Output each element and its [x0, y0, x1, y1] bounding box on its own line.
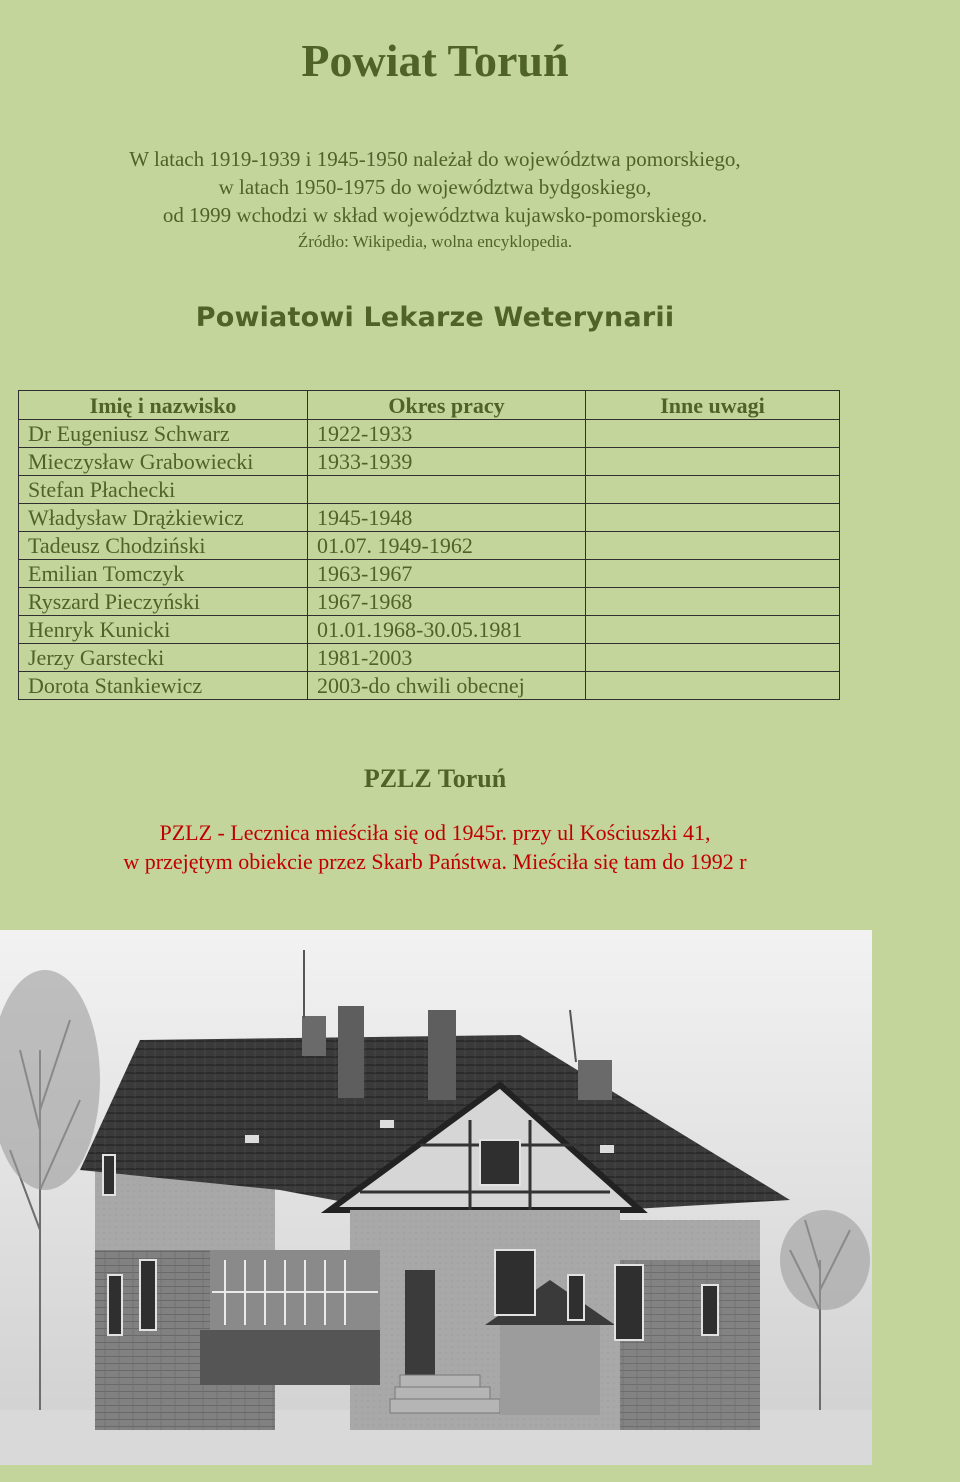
table-row: [19, 616, 840, 644]
cell-name: Tadeusz Chodziński: [19, 532, 308, 560]
cell-name: Stefan Płachecki: [19, 476, 308, 504]
table-row: [19, 588, 840, 616]
table-header-row: [19, 391, 840, 420]
cell-notes: [586, 420, 840, 448]
pzlz-line: w przejętym obiekcie przez Skarb Państwa. Mieściła się tam do 1992 r: [123, 849, 747, 874]
cell-period: 2003-do chwili obecnej: [308, 672, 586, 700]
cell-period: 01.07. 1949-1962: [308, 532, 586, 560]
table-row: [19, 420, 840, 448]
table-row: [19, 476, 840, 504]
cell-notes: [586, 616, 840, 644]
cell-notes: [586, 532, 840, 560]
intro-line: od 1999 wchodzi w skład województwa kujawsko-pomorskiego.: [162, 203, 708, 227]
table-row: [19, 532, 840, 560]
cell-name: Władysław Drążkiewicz: [19, 504, 308, 532]
cell-notes: [586, 644, 840, 672]
table-row: [19, 504, 840, 532]
cell-notes: [586, 476, 840, 504]
cell-name: Emilian Tomczyk: [19, 560, 308, 588]
cell-period: 1981-2003: [308, 644, 586, 672]
cell-period: 1963-1967: [308, 560, 586, 588]
section-subtitle: Powiatowi Lekarze Weterynarii: [195, 302, 675, 333]
cell-name: Mieczysław Grabowiecki: [19, 448, 308, 476]
cell-notes: [586, 504, 840, 532]
cell-period: [308, 476, 586, 504]
pzlz-line: PZLZ - Lecznica mieściła się od 1945r. przy ul Kościuszki 41,: [159, 820, 711, 845]
cell-name: Dorota Stankiewicz: [19, 672, 308, 700]
intro-line: W latach 1919-1939 i 1945-1950 należał do województwa pomorskiego,: [129, 147, 741, 171]
cell-period: 1945-1948: [308, 504, 586, 532]
cell-name: Henryk Kunicki: [19, 616, 308, 644]
cell-notes: [586, 588, 840, 616]
source-note: Źródło: Wikipedia, wolna encyklopedia.: [297, 232, 573, 251]
cell-period: 01.01.1968-30.05.1981: [308, 616, 586, 644]
cell-period: 1922-1933: [308, 420, 586, 448]
cell-name: Jerzy Garstecki: [19, 644, 308, 672]
cell-period: 1933-1939: [308, 448, 586, 476]
cell-period: 1967-1968: [308, 588, 586, 616]
vets-table: [18, 390, 840, 700]
page-title: Powiat Toruń: [301, 35, 569, 86]
column-header-name: Imię i nazwisko: [19, 391, 308, 420]
column-header-notes: Inne uwagi: [586, 391, 840, 420]
pzlz-description: [0, 818, 870, 876]
column-header-period: Okres pracy: [308, 391, 586, 420]
intro-text: [0, 145, 870, 255]
cell-notes: [586, 448, 840, 476]
table-row: [19, 672, 840, 700]
cell-notes: [586, 560, 840, 588]
intro-line: w latach 1950-1975 do województwa bydgoskiego,: [218, 175, 652, 199]
table-row: [19, 448, 840, 476]
cell-notes: [586, 672, 840, 700]
cell-name: Dr Eugeniusz Schwarz: [19, 420, 308, 448]
pzlz-heading: PZLZ Toruń: [363, 764, 507, 793]
building-photo: [0, 930, 872, 1465]
table-row: [19, 644, 840, 672]
cell-name: Ryszard Pieczyński: [19, 588, 308, 616]
table-row: [19, 560, 840, 588]
